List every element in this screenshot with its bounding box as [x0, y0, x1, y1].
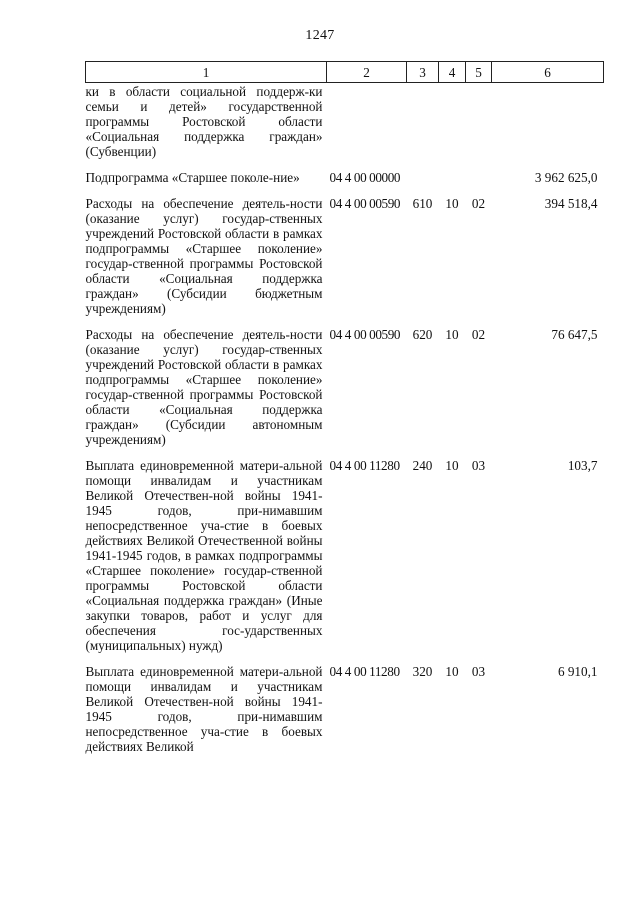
row-spacer [86, 447, 604, 458]
table-row [86, 664, 604, 754]
row-pr [466, 83, 492, 160]
row-pr: 02 [471, 327, 486, 342]
table-row [86, 83, 604, 160]
row-spacer [86, 653, 604, 664]
table-row [86, 327, 604, 447]
row-amount [492, 83, 604, 160]
row-vr: 320 [412, 664, 433, 679]
row-rz [439, 83, 466, 160]
row-code: 04 4 00 00590 [329, 327, 401, 342]
header-col-3: 3 [407, 62, 439, 83]
table-header [86, 62, 604, 83]
header-col-4: 4 [439, 62, 466, 83]
header-col-5: 5 [466, 62, 492, 83]
row-vr [407, 170, 439, 185]
row-amount: 6 910,1 [557, 664, 598, 679]
row-spacer [86, 316, 604, 327]
row-pr: 03 [471, 458, 486, 473]
header-col-6: 6 [492, 62, 604, 83]
row-rz [439, 170, 466, 185]
row-vr [407, 83, 439, 160]
row-name: Выплата единовременной матери-альной помощи инвалидам и участникам Великой Отечествен-ной войны 1941-1945 годов, при-нимавшим непосредственное уча-стие в боевых действиях Великой Отечественной войны 1941-1945 годов, в рамках подпрограммы «Старшее поколение» государ-ственной программы Ростовской области «Социальная поддержка граждан» (Иные закупки товаров, работ и услуг для обеспечения гос-ударственных (муниципальных) нужд) [85, 458, 323, 653]
table-row [86, 170, 604, 185]
row-name: ки в области социальной поддерж-ки семьи и детей» государственной программы Ростовской области «Социальная поддержка граждан» (Субвенции) [85, 84, 323, 159]
row-rz: 10 [445, 458, 459, 473]
header-row [86, 62, 604, 83]
row-amount: 3 962 625,0 [534, 170, 598, 185]
row-amount: 76 647,5 [551, 327, 598, 342]
row-vr: 620 [412, 327, 433, 342]
header-col-1: 1 [86, 62, 327, 83]
row-rz: 10 [445, 664, 459, 679]
row-vr: 610 [412, 196, 433, 211]
header-col-2: 2 [327, 62, 407, 83]
row-pr: 02 [471, 196, 486, 211]
row-code: 04 4 00 00590 [329, 196, 401, 211]
row-spacer [86, 185, 604, 196]
table-row [86, 196, 604, 316]
row-code [327, 83, 407, 160]
row-pr [466, 170, 492, 185]
row-name: Расходы на обеспечение деятель-ности (оказание услуг) государ-ственных учреждений Ростовской области в рамках подпрограммы «Старшее поколение» государ-ственной программы Ростовской области «Социальная поддержка граждан» (Субсидии бюджетным учреждениям) [85, 196, 323, 316]
page-number: 1247 [305, 28, 335, 43]
row-vr: 240 [412, 458, 433, 473]
row-rz: 10 [445, 196, 459, 211]
row-code: 04 4 00 11280 [329, 664, 400, 679]
row-spacer [86, 159, 604, 170]
row-code: 04 4 00 00000 [329, 170, 401, 185]
row-code: 04 4 00 11280 [329, 458, 400, 473]
row-rz: 10 [445, 327, 459, 342]
row-pr: 03 [471, 664, 486, 679]
row-amount: 394 518,4 [544, 196, 598, 211]
table-row [86, 458, 604, 653]
row-name: Выплата единовременной матери-альной помощи инвалидам и участникам Великой Отечествен-ной войны 1941-1945 годов, при-нимавшим непосредственное уча-стие в боевых действиях Великой [85, 664, 323, 754]
row-name: Расходы на обеспечение деятель-ности (оказание услуг) государ-ственных учреждений Ростовской области в рамках подпрограммы «Старшее поколение» государ-ственной программы Ростовской области «Социальная поддержка граждан» (Субсидии автономным учреждениям) [85, 327, 323, 447]
budget-table [85, 61, 604, 754]
row-amount: 103,7 [567, 458, 598, 473]
row-name: Подпрограмма «Старшее поколе-ние» [85, 170, 300, 185]
table-body [86, 83, 604, 755]
